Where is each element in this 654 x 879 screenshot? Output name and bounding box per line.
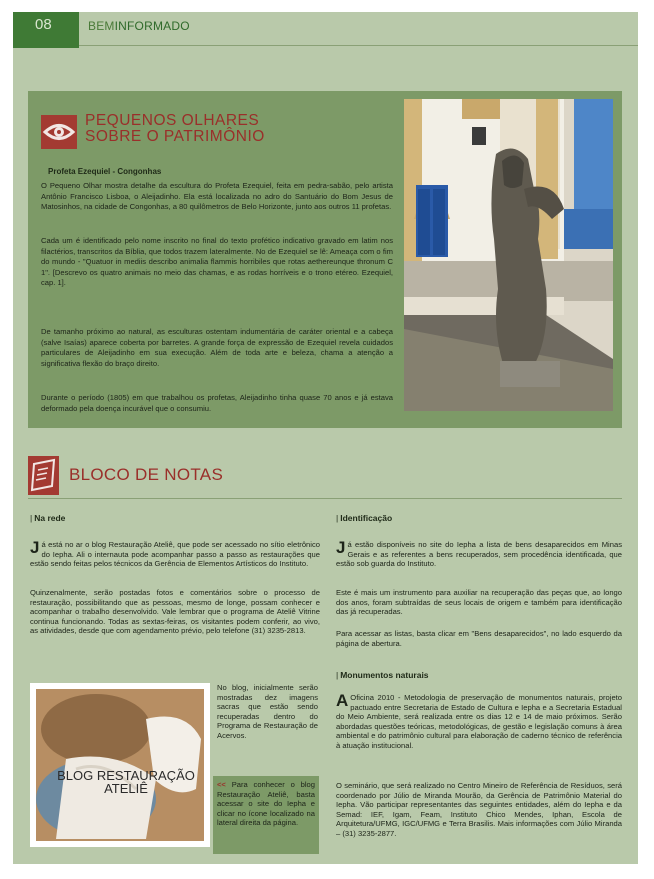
identificacao-heading: | Identificação bbox=[336, 513, 392, 523]
identificacao-paragraph bbox=[336, 540, 622, 569]
identificacao-text: á estão disponíveis no site do Iepha a lista de bens desaparecidos em Minas Gerais e as referentes a bens recuperados, sem procedência identificada, que estão sob guarda do Instituto. bbox=[336, 540, 622, 569]
na-rede-paragraph: Quinzenalmente, serão postadas fotos e comentários sobre o processo de restauração, possibilitando que as pessoas, mesmo de longe, possam conhecer e acompanhar o trabalho desenvolvido. Vale lembrar que o programa de Ateliê Vitrine continua funcionando. Todas as sextas-feiras, os visitantes podem conferir, ao vivo, as atividades, desde que com agendamento prévio, pelo telefone (31) 3235-2813. bbox=[30, 588, 320, 636]
feature-paragraph: Durante o período (1805) em que trabalhou os profetas, Aleijadinho tinha quase 70 anos e já estava deformado pela doença incurável que o consumiu. bbox=[41, 393, 393, 413]
magazine-title bbox=[88, 19, 190, 33]
feature-paragraph: Cada um é identificado pelo nome inscrito no final do texto profético indicativo gravado em latim nos filactérios, transcritos da Bíblia, que todos trazem lateralmente. No de Ezequiel se lê: Ameaça com o fim do mundo - "Quatuor in mediis describo animalia flammis horribiles que rotas aethereunque thronum C 1". [Descrevo os quatro animais no meio das chamas, e as rodas horríveis e o trono etéreo. Ezequiel, cap. 1]. bbox=[41, 236, 393, 288]
feature-title-line2: SOBRE O PATRIMÔNIO bbox=[85, 128, 265, 145]
monumentos-dropcap: A bbox=[336, 691, 349, 710]
prophet-statue-photo bbox=[404, 99, 613, 411]
monumentos-heading: | Monumentos naturais bbox=[336, 670, 429, 680]
monumentos-paragraph: O seminário, que será realizado no Centro Mineiro de Referência de Resíduos, será coordenado por Júlio de Miranda Mourão, da Gerência de Patrimônio Material do Iepha. Vão participar representantes das seguintes entidades, além do Iepha e da Semad: IEF, Igam, Feam, Instituto Chico Mendes, Iphan, Escola de Arquitetura/UFMG, IGC/UFMG e Terra Brasilis. Mais informações com Júlio Miranda – (31) 3235-2877. bbox=[336, 781, 622, 838]
feature-title bbox=[85, 113, 265, 145]
identificacao-dropcap: J bbox=[336, 538, 346, 557]
notes-rule bbox=[28, 498, 622, 499]
magazine-title-prefix: BEM bbox=[88, 19, 115, 33]
na-rede-text: á está no ar o blog Restauração Ateliê, que pode ser acessado no sítio eletrônico do Iepha. Ali o internauta pode acompanhar passo a passo as restaurações que estão sendo feitas pelos técnicos da Gerência de Elementos Artísticos do Instituto. bbox=[30, 540, 320, 569]
callout-arrow: << bbox=[217, 780, 226, 789]
page-number: 08 bbox=[13, 12, 79, 48]
feature-subtitle: Profeta Ezequiel - Congonhas bbox=[48, 167, 162, 176]
monumentos-paragraph bbox=[336, 693, 622, 751]
blog-photo-label: BLOG RESTAURAÇÃO ATELIÊ bbox=[57, 768, 195, 796]
na-rede-heading: | Na rede bbox=[30, 513, 65, 523]
header-rule bbox=[79, 45, 638, 46]
na-rede-dropcap: J bbox=[30, 538, 40, 557]
identificacao-paragraph: Este é mais um instrumento para auxiliar na recuperação das peças que, ao longo dos anos, foram subtraídas de seus locais de origem e também para identificação das já recuperadas. bbox=[336, 588, 622, 617]
monumentos-text: Oficina 2010 - Metodologia de preservação de monumentos naturais, projeto pactuado entre Secretaria de Estado de Cultura e Iepha e a Secretaria Estadual do Meio Ambiente, será realizada entre os dias 12 e 14 de maio próximos. Serão abordadas questões teóricas, metodológicas, de gestão e legislação comuns à área ambiental e do patrimônio cultural para elaboração de caderno técnico de referência à atuação institucional. bbox=[336, 693, 622, 750]
magazine-title-suffix: INFORMADO bbox=[114, 19, 190, 33]
restoration-image bbox=[36, 689, 204, 841]
feature-title-line1: PEQUENOS OLHARES bbox=[85, 112, 260, 129]
feature-paragraph: De tamanho próximo ao natural, as esculturas ostentam indumentária de caráter oriental e a cabeça (salve Isaías) aparece coberta por barretes. A grande força de expressão de Ezequiel revela cuidados particulares de Aleijadinho em sua execução. Além de toda arte e beleza, chama a atenção a significativa flexão do braço direito. bbox=[41, 327, 393, 368]
notes-icon bbox=[28, 456, 59, 495]
na-rede-paragraph: No blog, inicialmente serão mostradas dez imagens sacras que estão sendo recuperadas dentro do Programa de Restauração de Acervos. bbox=[217, 683, 318, 740]
blog-restauracao-photo bbox=[30, 683, 210, 847]
na-rede-paragraph bbox=[30, 540, 320, 569]
notes-section-title: BLOCO DE NOTAS bbox=[69, 465, 224, 484]
feature-paragraph: O Pequeno Olhar mostra detalhe da escultura do Profeta Ezequiel, feita em pedra-sabão, pelo artista Antônio Francisco Lisboa, o Aleijadinho. Ela está localizada no adro do Santuário do Bom Jesus de Matosinhos, na cidade de Congonhas, a 80 quilômetros de Belo Horizonte, junto aos outros 11 profetas. bbox=[41, 181, 393, 212]
eye-icon bbox=[41, 115, 77, 149]
blog-callout-text bbox=[217, 780, 315, 828]
callout-text: Para conhecer o blog Restauração Ateliê, basta acessar o site do Iepha e clicar no ícone localizado na lateral direita da página. bbox=[217, 780, 315, 828]
identificacao-paragraph: Para acessar as listas, basta clicar em "Bens desaparecidos", no lado esquerdo da página de abertura. bbox=[336, 629, 622, 648]
